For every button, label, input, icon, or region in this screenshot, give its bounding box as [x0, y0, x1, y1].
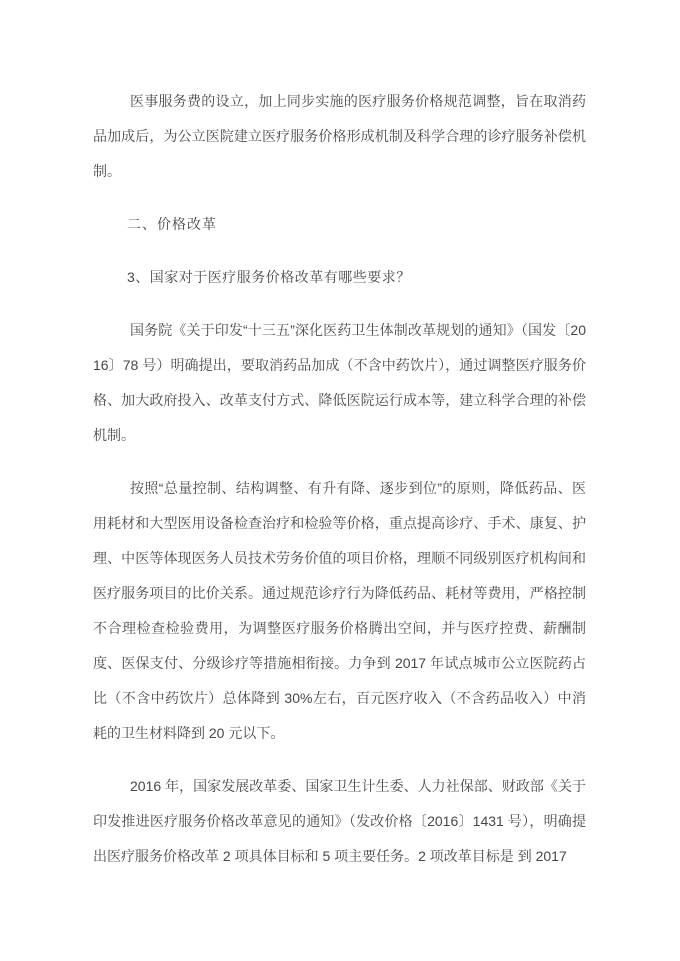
paragraph-reform-principles: 按照“总量控制、结构调整、有升有降、逐步到位”的原则，降低药品、医用耗材和大型医用设备检查治疗和检验等价格，重点提高诊疗、手术、康复、护理、中医等体现医务人员技术劳务价值的项目价格，理顺不同级别医疗机构间和医疗服务项目的比价关系。通过规范诊疗行为降低药品、耗材等费用，严格控制不合理检查检验费用，为调整医疗服务价格腾出空间，并与医疗控费、薪酬制度、医保支付、分级诊疗等措施相衔接。力争到 2017 年试点城市公立医院药占比（不含中药饮片）总体降到 30%左右，百元医疗收入（不含药品收入）中消耗的卫生材料降到 20 元以下。: [93, 480, 586, 741]
paragraph-state-council-notice: 国务院《关于印发“十三五”深化医药卫生体制改革规划的通知》（国发〔2016〕78 号）明确提出，要取消药品加成（不含中药饮片），通过调整医疗服务价格、加大政府投入、改革支付方式、降低医院运行成本等，建立科学合理的补偿机制。: [93, 322, 586, 443]
heading-question-3: 3、国家对于医疗服务价格改革有哪些要求？: [127, 269, 411, 285]
document-body: [93, 84, 586, 874]
section-label-price-reform: 二、价格改革: [127, 216, 217, 232]
paragraph-medical-service-fee: 医事服务费的设立，加上同步实施的医疗服务价格规范调整，旨在取消药品加成后，为公立医院建立医疗服务价格形成机制及科学合理的诊疗服务补偿机制。: [93, 93, 586, 179]
paragraph-2016-four-ministries-notice: 2016 年，国家发展改革委、国家卫生计生委、人力社保部、财政部《关于印发推进医疗服务价格改革意见的通知》（发改价格〔2016〕1431 号），明确提出医疗服务价格改革 2 项具体目标和 5 项主要任务。2 项改革目标是 到 2017: [93, 778, 586, 864]
